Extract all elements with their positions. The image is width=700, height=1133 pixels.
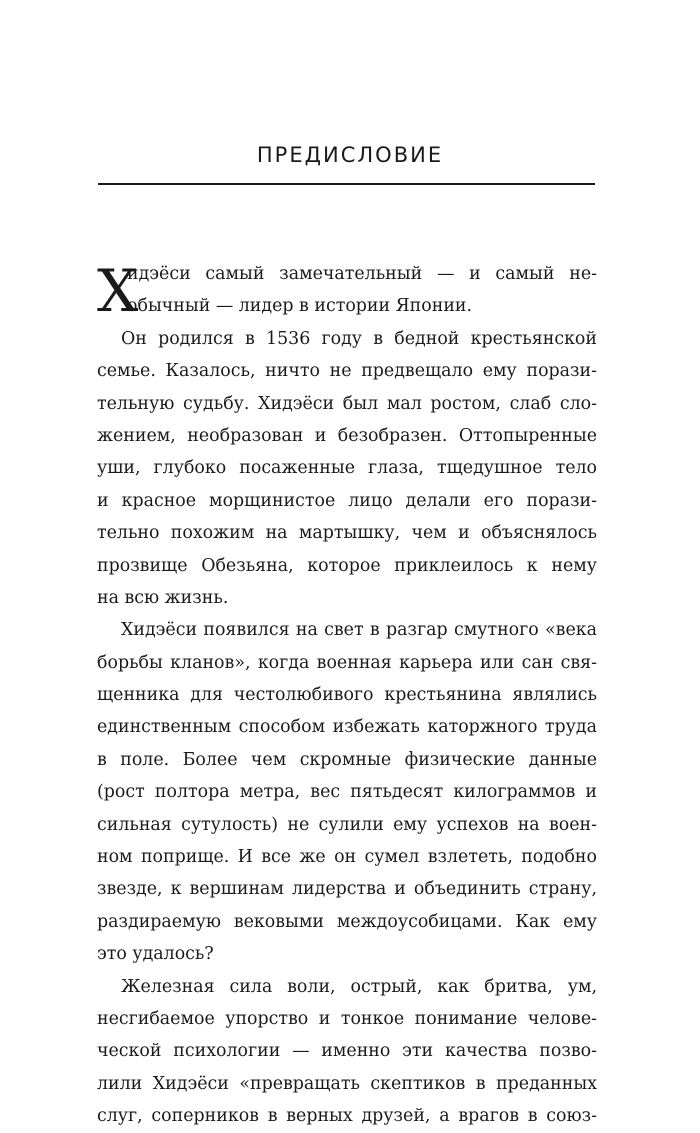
text-line: раздираемую вековыми междоусобицами. Как ему	[97, 911, 597, 932]
text-line: единственным способом избежать каторжного труда	[97, 717, 597, 738]
text-line: в поле. Более чем скромные физические данные	[97, 749, 597, 770]
text-line: Он родился в 1536 году в бедной крестьянской	[121, 328, 597, 349]
heading-rule	[98, 183, 595, 185]
text-line: Железная сила воли, острый, как бритва, ум,	[121, 976, 597, 997]
text-line: ческой психологии — именно эти качества позво-	[97, 1041, 597, 1062]
chapter-heading: ПРЕДИСЛОВИЕ	[256, 143, 444, 167]
text-line: (рост полтора метра, вес пятьдесят килограммов и	[97, 782, 597, 803]
text-line: семье. Казалось, ничто не предвещало ему порази-	[97, 361, 597, 382]
text-line: слуг, соперников в верных друзей, а врагов в союз-	[97, 1106, 597, 1127]
text-line: сильная сутулость) не сулили ему успехов на воен-	[97, 814, 597, 835]
text-line: это удалось?	[97, 944, 214, 965]
text-line: лили Хидэёси «превращать скептиков в преданных	[97, 1073, 597, 1094]
body-text	[97, 258, 597, 1133]
text-line: на всю жизнь.	[97, 587, 229, 608]
text-line: борьбы кланов», когда военная карьера или сан свя-	[97, 652, 597, 673]
text-line: тельную судьбу. Хидэёси был мал ростом, слаб сло-	[97, 393, 597, 414]
text-line: уши, глубоко посаженные глаза, тщедушное тело	[97, 458, 597, 479]
text-line: щенника для честолюбивого крестьянина являлись	[97, 685, 597, 706]
text-line: тельно похожим на мартышку, чем и объяснялось	[97, 523, 597, 544]
text-line: обычный — лидер в истории Японии.	[127, 296, 473, 317]
text-line: жением, необразован и безобразен. Оттопыренные	[97, 425, 597, 446]
text-line: звезде, к вершинам лидерства и объединить страну,	[97, 879, 597, 900]
text-line: идэёси самый замечательный — и самый не-	[127, 264, 597, 284]
text-line: Хидэёси появился на свет в разгар смутного «века	[121, 620, 597, 641]
text-line: и красное морщинистое лицо делали его порази-	[97, 490, 597, 511]
text-line: прозвище Обезьяна, которое приклеилось к нему	[97, 555, 597, 576]
drop-cap: Х	[97, 257, 139, 325]
text-line: несгибаемое упорство и тонкое понимание челове-	[97, 1008, 597, 1029]
text-line: ном поприще. И все же он сумел взлететь, подобно	[97, 847, 597, 868]
